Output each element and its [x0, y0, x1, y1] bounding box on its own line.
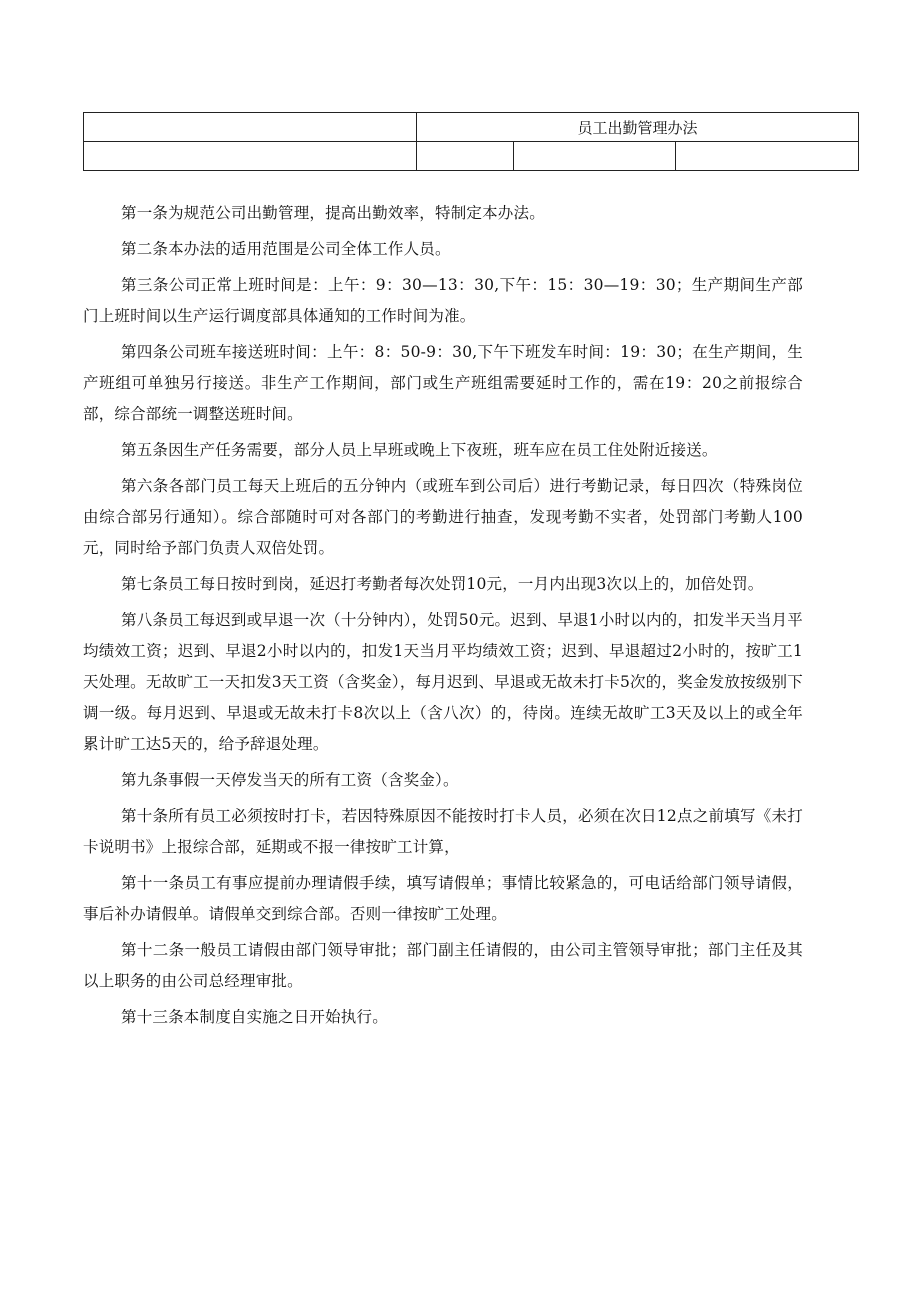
document-header-table [83, 112, 859, 171]
article-5: 第五条因生产任务需要，部分人员上早班或晚上下夜班，班车应在员工住处附近接送。 [121, 441, 718, 459]
header-blank-cell [84, 113, 417, 142]
article-4: 第四条公司班车接送班时间：上午：8：50-9：30,下午下班发车时间：19：30；在生产期间，生产班组可单独另行接送。非生产工作期间，部门或生产班组需要延时工作的，需在19：20之前报综合部，综合部统一调整送班时间。 [83, 343, 803, 423]
header-row-title [84, 113, 859, 142]
article-8: 第八条员工每迟到或早退一次（十分钟内），处罚50元。迟到、早退1小时以内的，扣发半天当月平均绩效工资；迟到、早退2小时以内的，扣发1天当月平均绩效工资；迟到、早退超过2小时的，按旷工1天处理。无故旷工一天扣发3天工资（含奖金），每月迟到、早退或无故未打卡5次的，奖金发放按级别下调一级。每月迟到、早退或无故未打卡8次以上（含八次）的，待岗。连续无故旷工3天及以上的或全年累计旷工达5天的，给予辞退处理。 [83, 611, 803, 753]
article-10: 第十条所有员工必须按时打卡，若因特殊原因不能按时打卡人员，必须在次日12点之前填写《未打卡说明书》上报综合部，延期或不报一律按旷工计算， [83, 807, 803, 856]
article-11: 第十一条员工有事应提前办理请假手续，填写请假单；事情比较紧急的，可电话给部门领导请假，事后补办请假单。请假单交到综合部。否则一律按旷工处理。 [83, 874, 803, 923]
article-1: 第一条为规范公司出勤管理，提高出勤效率，特制定本办法。 [121, 204, 545, 222]
header-info-cell-3 [514, 142, 676, 171]
header-info-cell-1 [84, 142, 417, 171]
article-3: 第三条公司正常上班时间是：上午：9：30—13：30,下午：15：30—19：30；生产期间生产部门上班时间以生产运行调度部具体通知的工作时间为准。 [83, 276, 803, 325]
article-7: 第七条员工每日按时到岗，延迟打考勤者每次处罚10元，一月内出现3次以上的，加倍处罚。 [121, 575, 764, 593]
document-title: 员工出勤管理办法 [417, 113, 859, 142]
header-info-cell-4 [676, 142, 859, 171]
header-info-cell-2 [417, 142, 514, 171]
article-13: 第十三条本制度自实施之日开始执行。 [121, 1008, 388, 1026]
article-6: 第六条各部门员工每天上班后的五分钟内（或班车到公司后）进行考勤记录，每日四次（特殊岗位由综合部另行通知）。综合部随时可对各部门的考勤进行抽查，发现考勤不实者，处罚部门考勤人100元，同时给予部门负责人双倍处罚。 [83, 477, 803, 557]
article-9: 第九条事假一天停发当天的所有工资（含奖金）。 [121, 771, 459, 789]
document-body [83, 198, 803, 1038]
article-12: 第十二条一般员工请假由部门领导审批；部门副主任请假的，由公司主管领导审批；部门主任及其以上职务的由公司总经理审批。 [83, 941, 803, 990]
article-2: 第二条本办法的适用范围是公司全体工作人员。 [121, 240, 451, 258]
header-row-info [84, 142, 859, 171]
